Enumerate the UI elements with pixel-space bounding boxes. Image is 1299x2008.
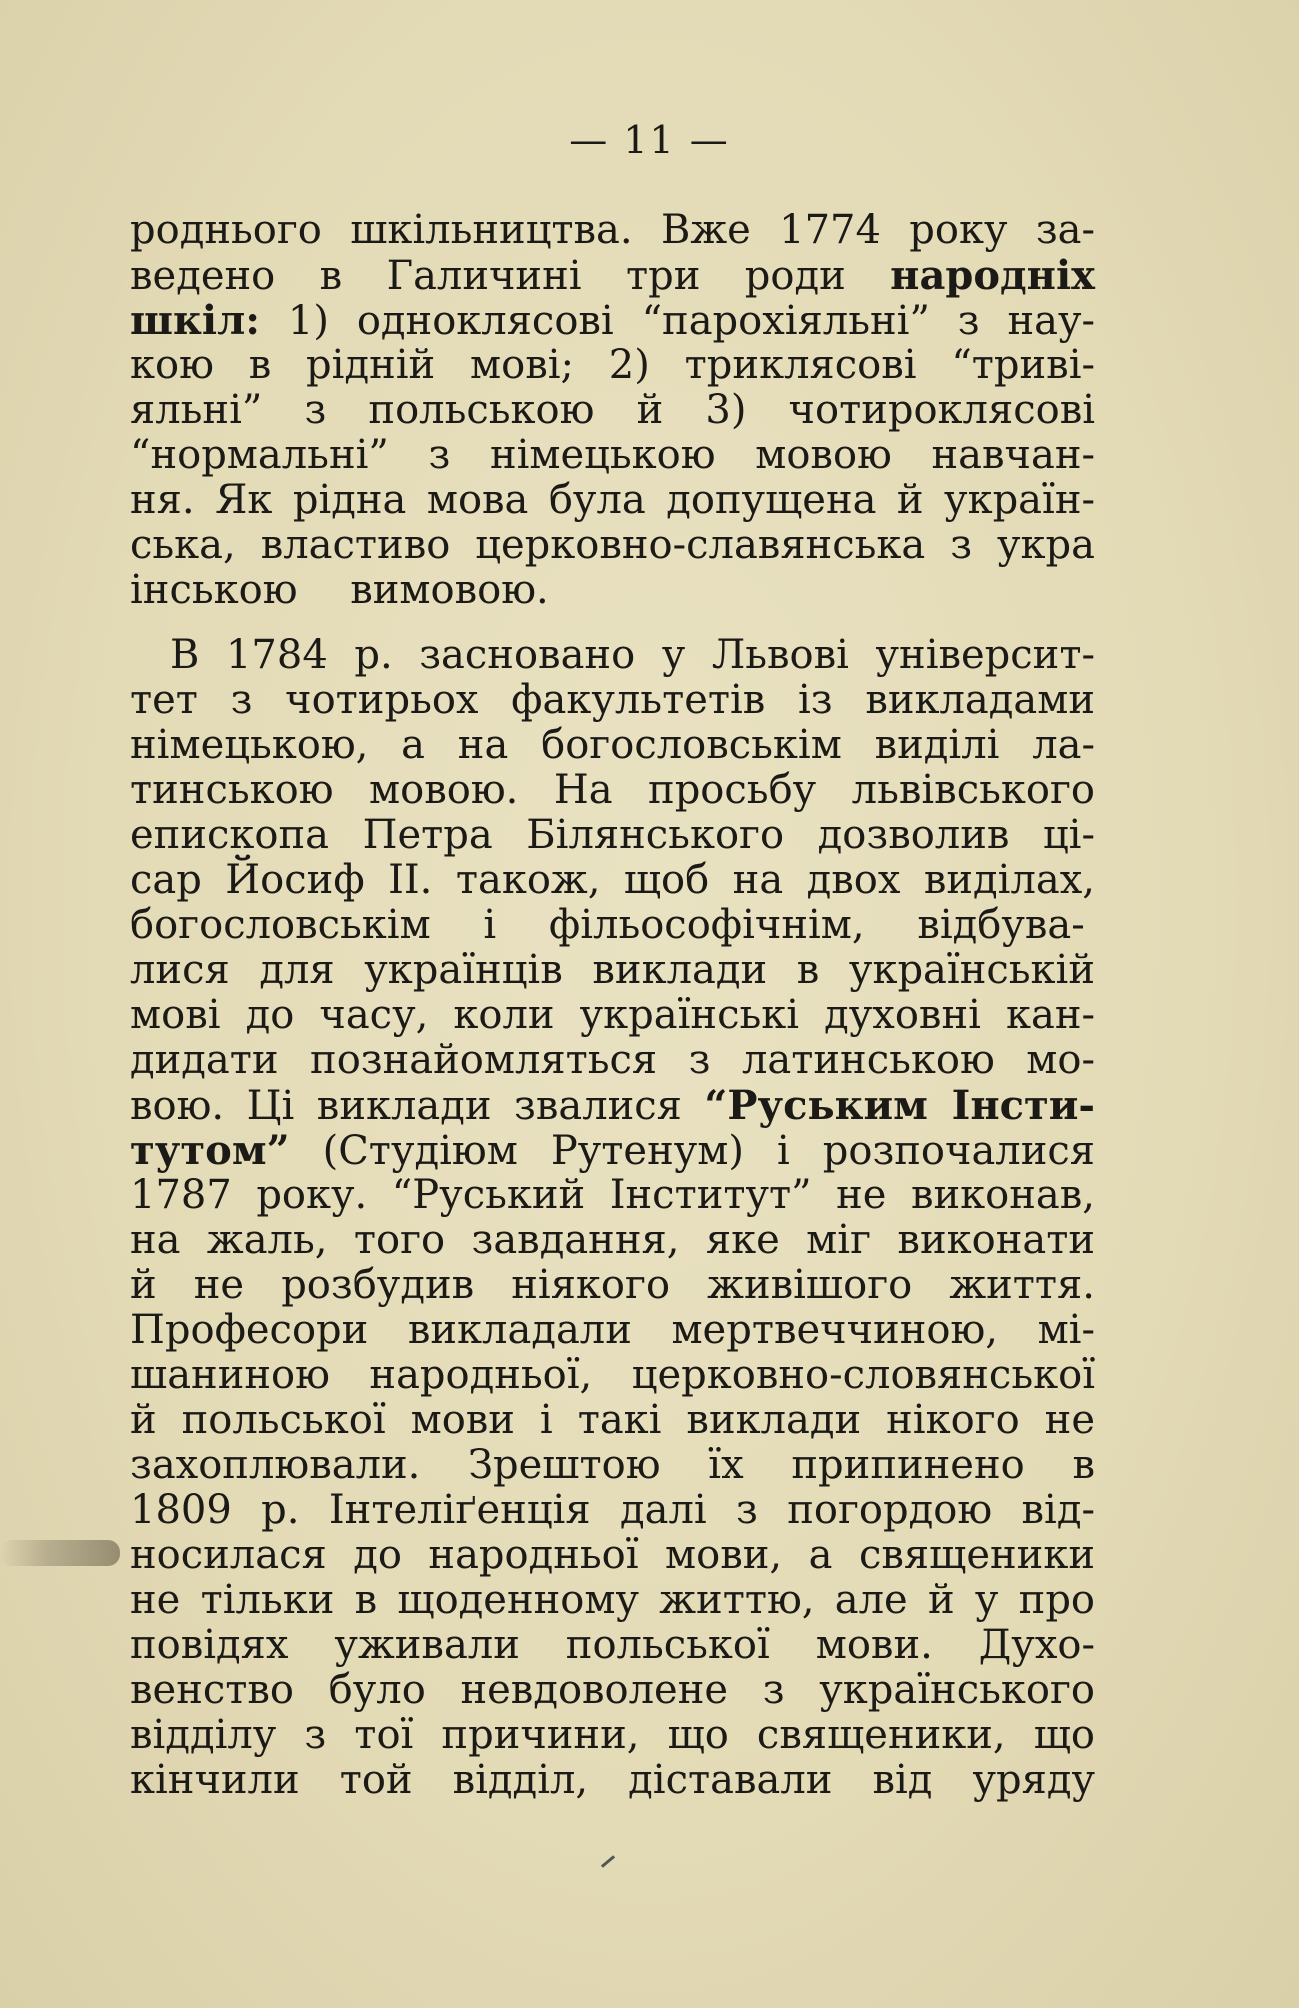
text-segment: роднього шкільництва. Вже 1774 року за- bbox=[130, 207, 1095, 253]
text-segment: яльні” з польською й 3) чотироклясові bbox=[130, 387, 1095, 433]
text-line bbox=[130, 208, 1095, 253]
text-line bbox=[130, 1308, 1095, 1353]
text-line bbox=[130, 1038, 1095, 1083]
text-line bbox=[130, 433, 1095, 478]
text-segment: В 1784 р. засновано у Львові університ- bbox=[170, 632, 1095, 678]
text-line bbox=[130, 343, 1095, 388]
bold-text-segment: шкіл: bbox=[130, 297, 261, 344]
text-line bbox=[130, 253, 1095, 298]
text-line bbox=[130, 1578, 1095, 1623]
text-line bbox=[130, 993, 1095, 1038]
text-segment: богословськім і фільософічнім, відбува- bbox=[130, 902, 1085, 948]
text-line bbox=[130, 478, 1095, 523]
text-line bbox=[130, 1218, 1095, 1263]
text-line bbox=[130, 633, 1095, 678]
text-segment: німецькою, а на богословськім виділі ла- bbox=[130, 722, 1095, 768]
text-segment: тинською мовою. На просьбу львівського bbox=[130, 767, 1095, 813]
text-line bbox=[130, 723, 1095, 768]
text-segment: Професори викладали мертвеччиною, мі- bbox=[130, 1307, 1095, 1353]
text-line bbox=[130, 858, 1095, 903]
text-line bbox=[130, 678, 1095, 723]
text-segment: дидати познайомляться з латинською мо- bbox=[130, 1037, 1095, 1083]
text-line bbox=[130, 298, 1095, 343]
text-segment: й не розбудив ніякого живішого життя. bbox=[130, 1262, 1095, 1308]
text-segment: тет з чотирьох факультетів із викладами bbox=[130, 677, 1095, 723]
paragraph-gap bbox=[130, 613, 1095, 633]
text-line bbox=[130, 1668, 1095, 1713]
text-segment: “нормальні” з німецькою мовою навчан- bbox=[130, 432, 1095, 478]
text-line bbox=[130, 388, 1095, 433]
text-segment: не тільки в щоденному життю, але й у про bbox=[130, 1577, 1095, 1623]
text-segment: 1787 року. “Руський Інститут” не виконав, bbox=[130, 1172, 1095, 1218]
text-line bbox=[130, 813, 1095, 858]
text-line bbox=[130, 1173, 1095, 1218]
page-number: — 11 — bbox=[569, 118, 730, 162]
text-segment: й польської мови і такі виклади нікого не bbox=[130, 1397, 1095, 1443]
text-line bbox=[130, 948, 1095, 993]
text-line bbox=[130, 1713, 1095, 1758]
text-segment: сар Йосиф II. також, щоб на двох виділах, bbox=[130, 857, 1095, 903]
text-line bbox=[130, 1533, 1095, 1578]
text-segment: ведено в Галичині три роди bbox=[130, 253, 891, 299]
text-segment: ня. Як рідна мова була допущена й україн- bbox=[130, 477, 1095, 523]
text-segment: 1) одноклясові “парохіяльні” з нау- bbox=[260, 298, 1095, 344]
text-segment: ська, властиво церковно-славянська з укра bbox=[130, 522, 1095, 568]
text-segment: кою в рідній мові; 2) триклясові “триві- bbox=[130, 342, 1095, 388]
pencil-mark bbox=[601, 1855, 615, 1868]
text-line bbox=[130, 903, 1095, 948]
text-segment: лися для українців виклади в українській bbox=[130, 947, 1095, 993]
text-line bbox=[130, 1128, 1095, 1173]
text-line bbox=[130, 568, 1095, 613]
text-line bbox=[130, 1353, 1095, 1398]
text-segment: (Студіюм Рутенум) і розпочалися bbox=[289, 1128, 1095, 1174]
text-segment: повідях уживали польської мови. Духо- bbox=[130, 1622, 1095, 1668]
text-segment: епископа Петра Білянського дозволив ці- bbox=[130, 812, 1095, 858]
text-line bbox=[130, 1398, 1095, 1443]
bold-text-segment: народніх bbox=[890, 252, 1095, 299]
text-segment: вою. Ці виклади звалися bbox=[130, 1083, 705, 1129]
body-text bbox=[130, 208, 1095, 1803]
text-segment: інською вимовою. bbox=[130, 567, 549, 613]
text-segment: 1809 р. Інтеліґенція далі з погордою від- bbox=[130, 1487, 1095, 1533]
text-line bbox=[130, 1263, 1095, 1308]
text-line bbox=[130, 768, 1095, 813]
bold-text-segment: “Руським Інсти- bbox=[704, 1082, 1096, 1129]
text-segment: захоплювали. Зрештою їх припинено в bbox=[130, 1442, 1095, 1488]
text-line bbox=[130, 1443, 1095, 1488]
text-segment: носилася до народньої мови, а священики bbox=[130, 1532, 1095, 1578]
page-stain bbox=[0, 1540, 120, 1566]
text-segment: на жаль, того завдання, яке міг виконати bbox=[130, 1217, 1095, 1263]
text-line bbox=[130, 1083, 1095, 1128]
text-segment: мові до часу, коли українські духовні кан- bbox=[130, 992, 1095, 1038]
text-line bbox=[130, 1758, 1095, 1803]
text-segment: кінчили той відділ, діставали від уряду bbox=[130, 1757, 1095, 1803]
text-segment: відділу з тої причини, що священики, що bbox=[130, 1712, 1095, 1758]
text-segment: венство було невдоволене з українського bbox=[130, 1667, 1095, 1713]
text-line bbox=[130, 1488, 1095, 1533]
bold-text-segment: тутом” bbox=[130, 1127, 290, 1174]
text-segment: шаниною народньої, церковно-словянської bbox=[130, 1352, 1095, 1398]
text-line bbox=[130, 1623, 1095, 1668]
text-line bbox=[130, 523, 1095, 568]
